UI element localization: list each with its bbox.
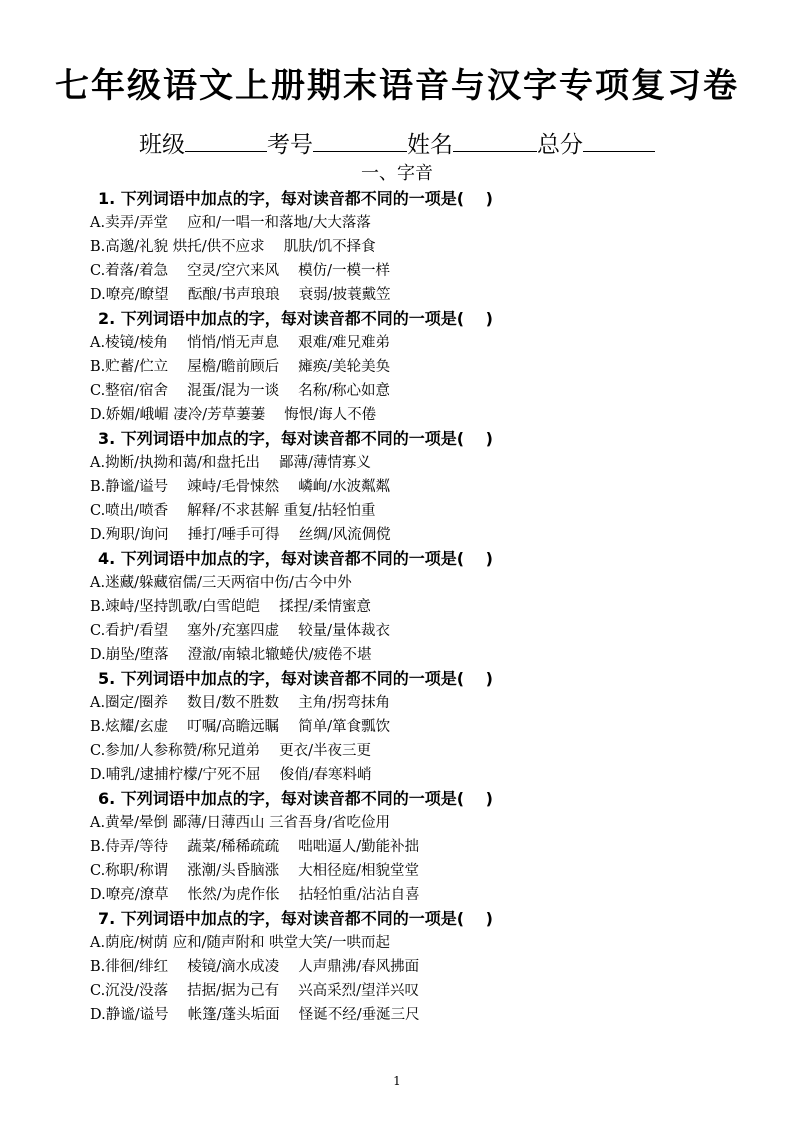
question-stem: 5. 下列词语中加点的字，每对读音都不同的一项是( ) bbox=[98, 669, 493, 688]
option-b: B.徘徊/绯红 棱镜/滴水成凌 人声鼎沸/春风拂面 bbox=[90, 959, 420, 975]
option-a: A.荫庇/树荫 应和/随声附和 哄堂大笑/一哄而起 bbox=[90, 935, 390, 951]
option-a: A.黄晕/晕倒 鄙薄/日薄西山 三省吾身/省吃俭用 bbox=[90, 815, 390, 831]
exam-no-label: 考号 bbox=[267, 132, 313, 158]
option-a: A.迷藏/躲藏宿儒/三天两宿中伤/古今中外 bbox=[90, 575, 352, 591]
score-blank[interactable] bbox=[583, 131, 655, 152]
option-d: D.嘹亮/瞭望 酝酿/书声琅琅 衰弱/披蓑戴笠 bbox=[90, 287, 391, 303]
option-b: B.静谧/谥号 竦峙/毛骨悚然 嶙峋/水波粼粼 bbox=[90, 479, 391, 495]
question-1 bbox=[90, 187, 770, 307]
option-d: D.静谧/谥号 帐篷/蓬头垢面 怪诞不经/垂涎三尺 bbox=[90, 1007, 420, 1023]
option-d: D.崩坠/堕落 澄澈/南辕北辙蜷伏/疲倦不堪 bbox=[90, 647, 372, 663]
option-c: C.参加/人参称赞/称兄道弟 更衣/半夜三更 bbox=[90, 743, 371, 759]
option-a: A.卖弄/弄堂 应和/一唱一和落地/大大落落 bbox=[90, 215, 371, 231]
question-stem: 4. 下列词语中加点的字，每对读音都不同的一项是( ) bbox=[98, 549, 493, 568]
option-d: D.哺乳/逮捕柠檬/宁死不屈 俊俏/春寒料峭 bbox=[90, 767, 372, 783]
page-number: 1 bbox=[393, 1074, 401, 1088]
option-c: C.沉没/没落 拮据/据为己有 兴高采烈/望洋兴叹 bbox=[90, 983, 420, 999]
option-c: C.喷出/喷香 解释/不求甚解 重复/拈轻怕重 bbox=[90, 503, 376, 519]
question-2 bbox=[90, 307, 770, 427]
name-label: 姓名 bbox=[407, 132, 453, 158]
question-3 bbox=[90, 427, 770, 547]
question-stem: 1. 下列词语中加点的字，每对读音都不同的一项是( ) bbox=[98, 189, 493, 208]
option-b: B.炫耀/玄虚 叮嘱/高瞻远瞩 简单/箪食瓢饮 bbox=[90, 719, 391, 735]
question-4 bbox=[90, 547, 770, 667]
student-info-line bbox=[0, 131, 794, 159]
question-5 bbox=[90, 667, 770, 787]
question-stem: 3. 下列词语中加点的字，每对读音都不同的一项是( ) bbox=[98, 429, 493, 448]
question-7 bbox=[90, 907, 770, 1027]
option-a: A.拗断/执拗和蔼/和盘托出 鄙薄/薄情寡义 bbox=[90, 455, 371, 471]
name-blank[interactable] bbox=[453, 131, 537, 152]
option-d: D.娇媚/峨嵋 凄冷/芳草萋萋 悔恨/诲人不倦 bbox=[90, 407, 377, 423]
option-b: B.贮蓄/伫立 屋檐/瞻前顾后 瘫痪/美轮美奂 bbox=[90, 359, 391, 375]
option-a: A.圈定/圈养 数目/数不胜数 主角/拐弯抹角 bbox=[90, 695, 390, 711]
exam-no-blank[interactable] bbox=[313, 131, 407, 152]
option-b: B.竦峙/坚持凯歌/白雪皑皑 揉捏/柔情蜜意 bbox=[90, 599, 372, 615]
question-stem: 6. 下列词语中加点的字，每对读音都不同的一项是( ) bbox=[98, 789, 493, 808]
score-label: 总分 bbox=[537, 132, 583, 158]
question-stem: 2. 下列词语中加点的字，每对读音都不同的一项是( ) bbox=[98, 309, 493, 328]
option-a: A.棱镜/棱角 悄悄/悄无声息 艰难/难兄难弟 bbox=[90, 335, 390, 351]
section-title: 一、字音 bbox=[361, 163, 433, 184]
option-d: D.殉职/询问 捶打/唾手可得 丝绸/风流倜傥 bbox=[90, 527, 391, 543]
question-6 bbox=[90, 787, 770, 907]
question-stem: 7. 下列词语中加点的字，每对读音都不同的一项是( ) bbox=[98, 909, 493, 928]
option-d: D.嘹亮/潦草 怅然/为虎作伥 拈轻怕重/沾沾自喜 bbox=[90, 887, 420, 903]
option-c: C.看护/看望 塞外/充塞四虚 较量/量体裁衣 bbox=[90, 623, 391, 639]
class-blank[interactable] bbox=[185, 131, 267, 152]
option-c: C.着落/着急 空灵/空穴来风 模仿/一模一样 bbox=[90, 263, 391, 279]
option-c: C.称职/称谓 涨潮/头昏脑涨 大相径庭/相貌堂堂 bbox=[90, 863, 420, 879]
option-b: B.高邈/礼貌 烘托/供不应求 肌肤/饥不择食 bbox=[90, 239, 376, 255]
page-title: 七年级语文上册期末语音与汉字专项复习卷 bbox=[55, 66, 739, 106]
option-b: B.侍弄/等待 蔬菜/稀稀疏疏 咄咄逼人/勤能补拙 bbox=[90, 839, 420, 855]
class-label: 班级 bbox=[139, 132, 185, 158]
option-c: C.整宿/宿舍 混蛋/混为一谈 名称/称心如意 bbox=[90, 383, 391, 399]
question-list bbox=[90, 187, 770, 1027]
